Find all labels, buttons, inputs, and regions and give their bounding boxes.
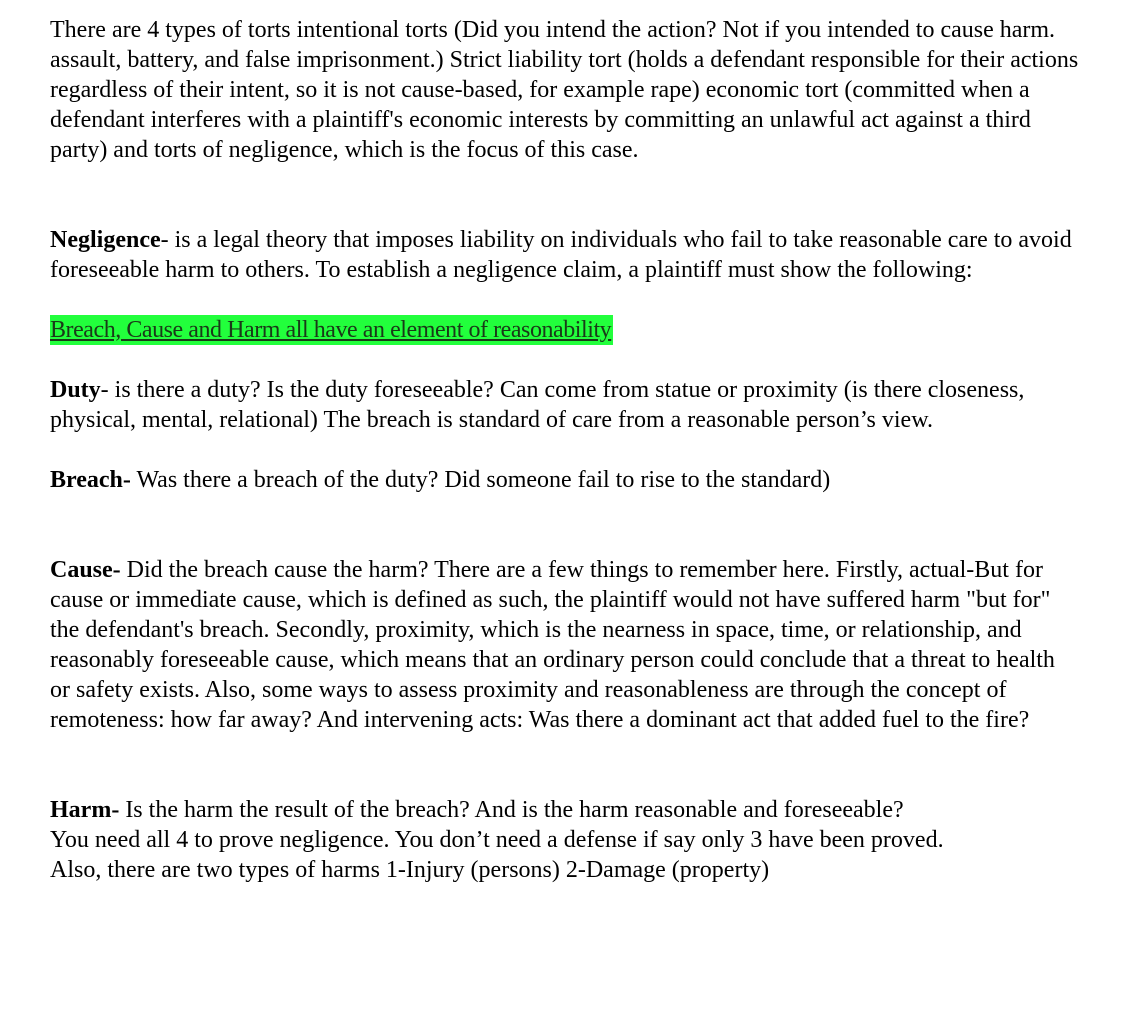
document-page — [50, 15, 1080, 885]
harm-paragraph — [50, 795, 1080, 885]
duty-text: - is there a duty? Is the duty foreseeable? Can come from statue or proximity (is there closeness, physical, mental, relational) The breach is standard of care from a reasonable person’s view. — [50, 377, 1025, 433]
highlight-paragraph — [50, 315, 1080, 345]
negligence-paragraph — [50, 225, 1080, 285]
breach-paragraph — [50, 465, 1080, 495]
cause-term: Cause- — [50, 557, 121, 583]
highlighted-note: Breach, Cause and Harm all have an element of reasonability — [50, 317, 612, 343]
intro-paragraph — [50, 15, 1080, 165]
cause-text: Did the breach cause the harm? There are a few things to remember here. Firstly, actual-But for cause or immediate cause, which is defined as such, the plaintiff would not have suffered harm "but for" the defendant's breach. Secondly, proximity, which is the nearness in space, time, or relationship, and reasonably foreseeable cause, which means that an ordinary person could conclude that a threat to health or safety exists. Also, some ways to assess proximity and reasonableness are through the concept of remoteness: how far away? And intervening acts: Was there a dominant act that added fuel to the fire? — [50, 557, 1055, 733]
breach-text: Was there a breach of the duty? Did someone fail to rise to the standard) — [130, 467, 831, 493]
harm-line-2: You need all 4 to prove negligence. You don’t need a defense if say only 3 have been proved. — [50, 827, 944, 853]
negligence-text: - is a legal theory that imposes liability on individuals who fail to take reasonable care to avoid foreseeable harm to others. To establish a negligence claim, a plaintiff must show the following: — [50, 227, 1072, 283]
harm-line-3: Also, there are two types of harms 1-Injury (persons) 2-Damage (property) — [50, 857, 770, 883]
breach-term: Breach- — [50, 467, 131, 493]
cause-paragraph — [50, 555, 1080, 735]
duty-paragraph — [50, 375, 1080, 435]
negligence-term: Negligence — [50, 227, 161, 253]
harm-text: Is the harm the result of the breach? And is the harm reasonable and foreseeable? — [119, 797, 904, 823]
duty-term: Duty — [50, 377, 101, 403]
harm-term: Harm- — [50, 797, 120, 823]
intro-text: There are 4 types of torts intentional torts (Did you intend the action? Not if you intended to cause harm. assault, battery, and false imprisonment.) Strict liability tort (holds a defendant responsible for their actions regardless of their intent, so it is not cause-based, for example rape) economic tort (committed when a defendant interferes with a plaintiff's economic interests by committing an unlawful act against a third party) and torts of negligence, which is the focus of this case. — [50, 17, 1079, 163]
